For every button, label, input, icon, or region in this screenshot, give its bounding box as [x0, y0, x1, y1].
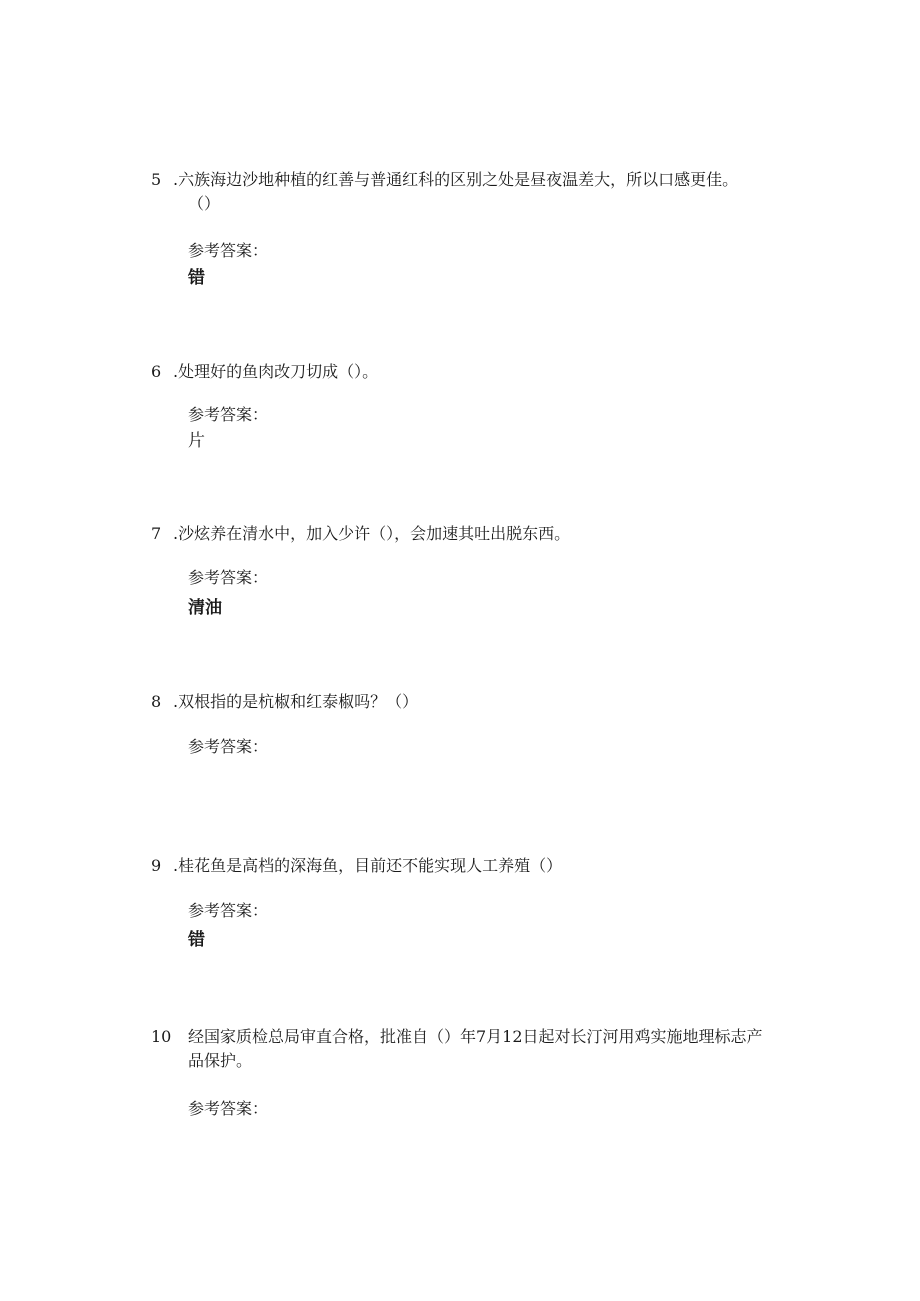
question-number: 9	[151, 856, 162, 875]
answer-label: 参考答案：	[188, 737, 269, 756]
question-number: 6	[151, 362, 162, 381]
question-6-line	[151, 360, 378, 384]
question-text: .双根指的是杭椒和红泰椒吗？（）	[173, 692, 419, 711]
answer-label: 参考答案：	[188, 1099, 269, 1118]
question-number: 10	[151, 1027, 172, 1046]
question-text: .处理好的鱼肉改刀切成（）。	[173, 362, 379, 381]
question-continuation: 品保护。	[188, 1051, 253, 1070]
question-text: 经国家质检总局审直合格，批准自（）年7月12日起对长汀河用鸡实施地理标志产	[188, 1027, 763, 1046]
answer-value: 片	[188, 431, 205, 451]
question-text: .沙炫养在清水中，加入少许（），会加速其吐出脱东西。	[173, 524, 571, 543]
question-8-line	[151, 690, 418, 714]
question-9-line	[151, 854, 562, 878]
question-continuation: （）	[188, 194, 221, 213]
answer-label: 参考答案：	[188, 405, 269, 424]
answer-label: 参考答案：	[188, 241, 269, 260]
question-10-line	[151, 1025, 763, 1049]
question-text: .六族海边沙地种植的红善与普通红科的区别之处是昼夜温差大，所以口感更佳。	[173, 170, 739, 189]
answer-value: 清油	[188, 598, 222, 618]
question-text: .桂花鱼是高档的深海鱼，目前还不能实现人工养殖（）	[173, 856, 563, 875]
question-5-line	[151, 168, 738, 192]
answer-value: 错	[188, 268, 205, 288]
answer-label: 参考答案：	[188, 568, 269, 587]
question-number: 5	[151, 170, 162, 189]
question-7-line	[151, 522, 570, 546]
answer-label: 参考答案：	[188, 901, 269, 920]
answer-value: 错	[188, 930, 205, 950]
question-number: 7	[151, 524, 162, 543]
question-number: 8	[151, 692, 162, 711]
